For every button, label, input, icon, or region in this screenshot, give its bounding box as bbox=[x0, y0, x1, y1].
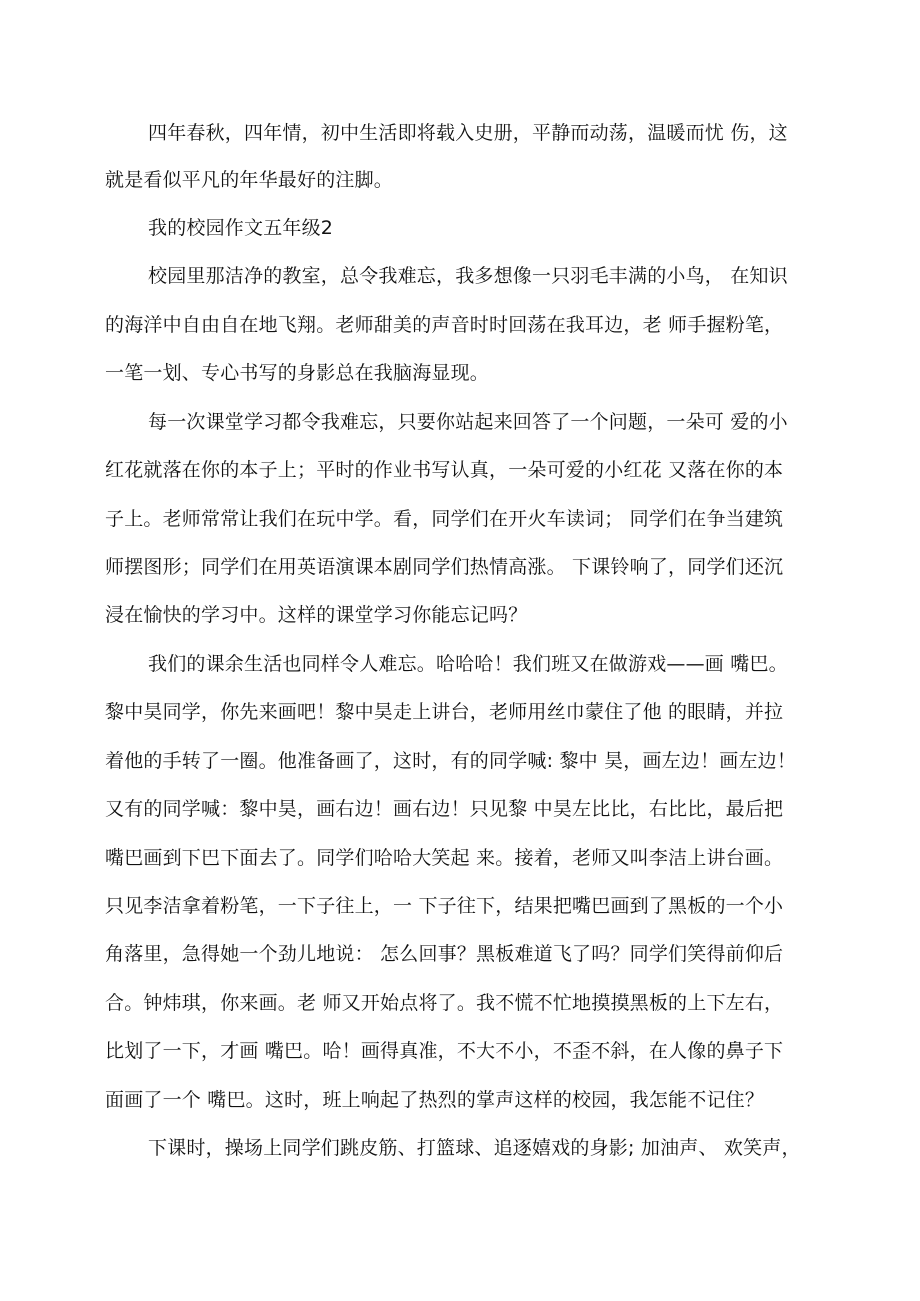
paragraph-2-line-3: 一笔一划、专心书写的身影总在我脑海显现。 bbox=[105, 362, 490, 384]
paragraph-1-line-1: 四年春秋，四年情，初中生活即将载入史册，平静而动荡，温暖而忧 伤，这 bbox=[148, 122, 788, 144]
paragraph-4-line-6: 只见李洁拿着粉笔，一下子往上，一 下子往下，结果把嘴巴画到了黑板的一个小 bbox=[105, 895, 784, 917]
paragraph-2-line-2: 的海洋中自由自在地飞翔。老师甜美的声音时时回荡在我耳边，老 师手握粉笔， bbox=[105, 314, 784, 336]
paragraph-3-line-2: 红花就落在你的本子上；平时的作业书写认真，一朵可爱的小红花 又落在你的本 bbox=[105, 459, 784, 481]
paragraph-3-line-1: 每一次课堂学习都令我难忘，只要你站起来回答了一个问题，一朵可 爱的小 bbox=[148, 411, 788, 433]
paragraph-3-line-5: 浸在愉快的学习中。这样的课堂学习你能忘记吗？ bbox=[105, 604, 528, 626]
paragraph-4-line-5: 嘴巴画到下巴下面去了。同学们哈哈大笑起 来。接着，老师又叫李洁上讲台画。 bbox=[105, 847, 784, 869]
paragraph-3-line-4: 师摆图形；同学们在用英语演课本剧同学们热情高涨。 下课铃响了，同学们还沉 bbox=[105, 556, 784, 578]
paragraph-4-line-2: 黎中昊同学，你先来画吧！黎中昊走上讲台，老师用丝巾蒙住了他 的眼睛，并拉 bbox=[105, 701, 784, 723]
paragraph-3-line-3: 子上。老师常常让我们在玩中学。看，同学们在开火车读词； 同学们在争当建筑 bbox=[105, 508, 784, 530]
paragraph-4-line-4: 又有的同学喊：黎中昊，画右边！画右边！只见黎 中昊左比比，右比比，最后把 bbox=[105, 798, 784, 820]
paragraph-5-line-1: 下课时，操场上同学们跳皮筋、打篮球、追逐嬉戏的身影; 加油声、 欢笑声， bbox=[148, 1137, 801, 1159]
paragraph-4-line-8: 合。钟炜琪，你来画。老 师又开始点将了。我不慌不忙地摸摸黑板的上下左右， bbox=[105, 992, 784, 1014]
paragraph-4-line-9: 比划了一下，才画 嘴巴。哈！画得真准，不大不小，不歪不斜，在人像的鼻子下 bbox=[105, 1040, 784, 1062]
paragraph-2-line-1: 校园里那洁净的教室，总令我难忘，我多想像一只羽毛丰满的小鸟， 在知识 bbox=[148, 265, 788, 287]
paragraph-4-line-10: 面画了一个 嘴巴。这时，班上响起了热烈的掌声这样的校园，我怎能不记住？ bbox=[105, 1089, 765, 1111]
paragraph-1-line-2: 就是看似平凡的年华最好的注脚。 bbox=[105, 169, 394, 191]
paragraph-4-line-3: 着他的手转了一圈。他准备画了，这时，有的同学喊: 黎中 昊，画左边！画左边！ bbox=[105, 750, 797, 772]
paragraph-4-line-1: 我们的课余生活也同样令人难忘。哈哈哈！我们班又在做游戏——画 嘴巴。 bbox=[148, 653, 788, 675]
section-heading: 我的校园作文五年级2 bbox=[148, 217, 334, 239]
paragraph-4-line-7: 角落里，急得她一个劲儿地说： 怎么回事？黑板难道飞了吗？同学们笑得前仰后 bbox=[105, 943, 784, 965]
